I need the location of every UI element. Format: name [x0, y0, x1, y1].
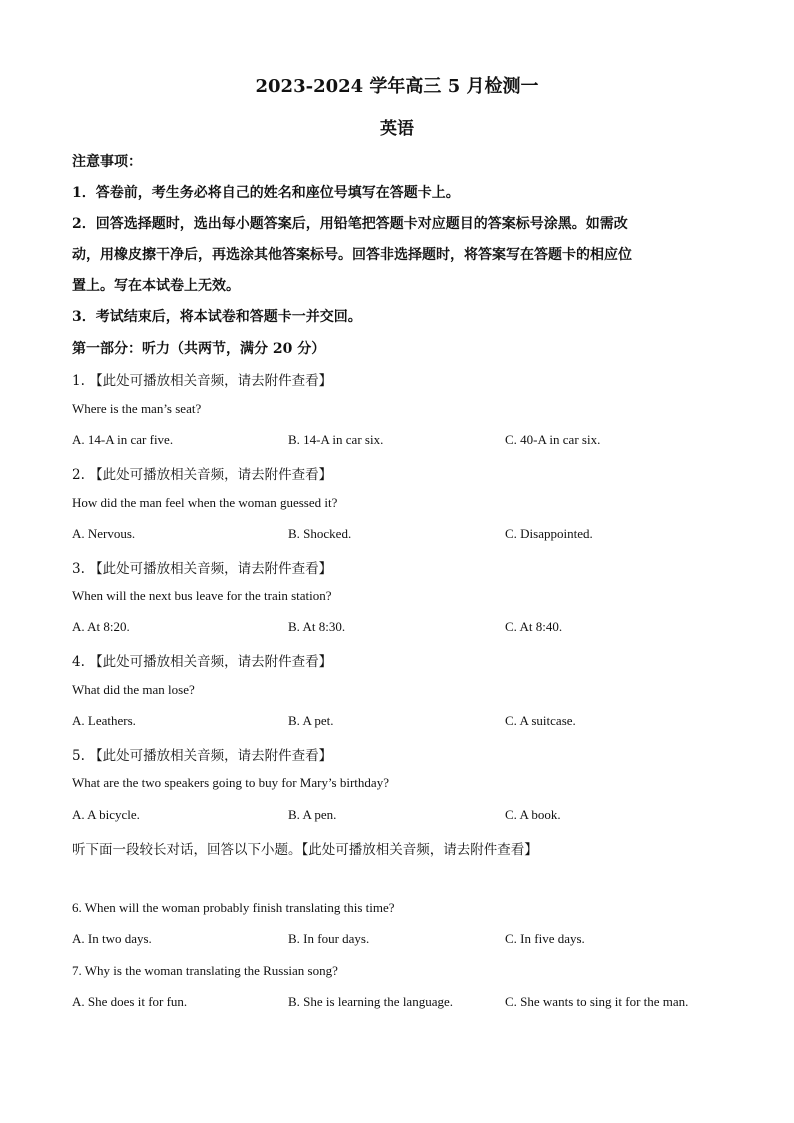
- question-text-q2: How did the man feel when the woman guessed it?: [72, 495, 338, 510]
- option-c-q4: C. A suitcase.: [505, 713, 576, 728]
- option-b-q4: B. A pet.: [288, 713, 334, 728]
- option-a-q5: A. A bicycle.: [72, 807, 140, 822]
- audio-link-q5[interactable]: 5. 【此处可播放相关音频，请去附件查看】: [72, 748, 333, 764]
- audio-link-q2[interactable]: 2. 【此处可播放相关音频，请去附件查看】: [72, 467, 333, 483]
- option-a-q1: A. 14-A in car five.: [72, 432, 174, 447]
- question-text-q7: 7. Why is the woman translating the Russian song?: [72, 963, 338, 978]
- option-a-q6: A. In two days.: [72, 931, 152, 946]
- option-c-q1: C. 40-A in car six.: [505, 432, 601, 447]
- note-item-2-line-3: 置上。写在本试卷上无效。: [72, 278, 240, 294]
- note-item-2-line-2: 动，用橡皮擦干净后，再选涂其他答案标号。回答非选择题时，将答案写在答题卡的相应位: [72, 247, 632, 263]
- option-c-q7: C. She wants to sing it for the man.: [505, 994, 689, 1009]
- audio-link-q1[interactable]: 1. 【此处可播放相关音频，请去附件查看】: [72, 373, 333, 389]
- exam-title: 2023-2024 学年高三 5 月检测一: [255, 76, 539, 97]
- note-item-2-line-1: 2．回答选择题时，选出每小题答案后，用铅笔把答题卡对应题目的答案标号涂黑。如需改: [72, 216, 628, 232]
- option-c-q6: C. In five days.: [505, 931, 585, 946]
- option-b-q7: B. She is learning the language.: [288, 994, 453, 1009]
- audio-link-q4[interactable]: 4. 【此处可播放相关音频，请去附件查看】: [72, 654, 333, 670]
- question-text-q4: What did the man lose?: [72, 682, 195, 697]
- option-b-q3: B. At 8:30.: [288, 619, 346, 634]
- option-a-q2: A. Nervous.: [72, 526, 136, 541]
- question-text-q3: When will the next bus leave for the train station?: [72, 588, 332, 603]
- long-dialogue-intro[interactable]: 听下面一段较长对话，回答以下小题。【此处可播放相关音频，请去附件查看】: [72, 842, 538, 858]
- note-item-3: 3．考试结束后，将本试卷和答题卡一并交回。: [72, 309, 362, 325]
- audio-link-q3[interactable]: 3. 【此处可播放相关音频，请去附件查看】: [72, 561, 333, 577]
- option-c-q3: C. At 8:40.: [505, 619, 563, 634]
- section-heading: 第一部分：听力（共两节，满分 20 分）: [72, 341, 326, 357]
- question-text-q5: What are the two speakers going to buy for Mary’s birthday?: [72, 775, 389, 790]
- option-c-q5: C. A book.: [505, 807, 561, 822]
- option-b-q6: B. In four days.: [288, 931, 370, 946]
- option-c-q2: C. Disappointed.: [505, 526, 593, 541]
- option-a-q7: A. She does it for fun.: [72, 994, 188, 1009]
- option-a-q3: A. At 8:20.: [72, 619, 130, 634]
- option-b-q2: B. Shocked.: [288, 526, 352, 541]
- note-item-1: 1．答卷前，考生务必将自己的姓名和座位号填写在答题卡上。: [72, 185, 460, 201]
- option-b-q1: B. 14-A in car six.: [288, 432, 384, 447]
- subject-title: 英语: [380, 119, 414, 139]
- question-text-q6: 6. When will the woman probably finish translating this time?: [72, 900, 395, 915]
- notes-heading: 注意事项：: [72, 154, 142, 170]
- option-b-q5: B. A pen.: [288, 807, 337, 822]
- question-text-q1: Where is the man’s seat?: [72, 401, 202, 416]
- option-a-q4: A. Leathers.: [72, 713, 136, 728]
